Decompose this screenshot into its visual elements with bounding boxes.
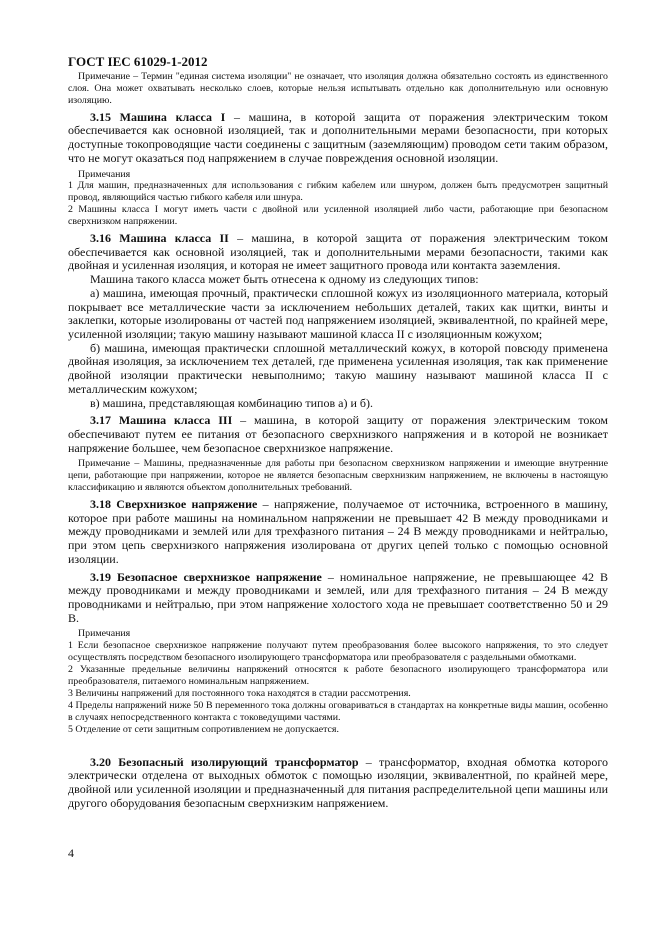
term-3-16: 3.16 Машина класса II	[90, 231, 229, 246]
definition-3-19: – номинальное напряжение, не превышающее 42 В между проводниками и между проводниками и землей, или для трехфазного питания – 24 В между проводниками и нейтралью, при этом напряжение холостого хода не превышает соответственно 50 и 29 В.	[68, 569, 609, 625]
section-3-18	[68, 498, 608, 567]
term-3-19: 3.19 Безопасное сверхнизкое напряжение	[90, 569, 322, 584]
definition-3-18: – напряжение, получаемое от источника, встроенного в машину, которое при работе машины на номинальном напряжении не превышает 42 В между проводниками и между проводниками и землей или для трехфазного питания – 24 В между проводниками и нейтралью, при этом цепь сверхнизкого напряжения изолирована от других цепей только с помощью основной изоляции.	[68, 497, 608, 566]
notes-3-15-item-1: 1 Для машин, предназначенных для использования с гибким кабелем или шнуром, должен быть предусмотрен защитный провод, являющийся частью гибкого кабеля или шнура.	[68, 180, 608, 204]
section-3-20	[68, 756, 608, 811]
notes-3-19-item-1: 1 Если безопасное сверхнизкое напряжение получают путем преобразования более высокого напряжения, то это следует осуществлять посредством безопасного изолирующего трансформатора или преобразователя с раздельными обмотками.	[68, 640, 608, 664]
term-3-15: 3.15 Машина класса I	[90, 109, 226, 124]
document-title: ГОСТ IEC 61029-1-2012	[68, 54, 208, 69]
definition-3-17: – машина, в которой защиту от поражения электрическим током обеспечивают путем ее питания от безопасного сверхнизкого напряжения и в которой не возникает напряжение большее, чем безопасное сверхнизкое напряжение.	[68, 413, 608, 455]
term-3-20: 3.20 Безопасный изолирующий трансформатор	[90, 754, 359, 769]
notes-3-15-item-2: 2 Машины класса I могут иметь части с двойной или усиленной изоляцией либо части, работающие при безопасном сверхнизком напряжении.	[68, 204, 608, 228]
section-3-16-item-b: б) машина, имеющая практически сплошной металлический кожух, в которой повсюду применена двойная изоляция, за исключением тех деталей, где применена усиленная изоляция, так как применение двойной изоляции практически невыполнимо; такую машину называют машиной класса II с металлическим кожухом;	[68, 340, 608, 396]
section-3-16-item-v: в) машина, представляющая комбинацию типов а) и б).	[90, 395, 373, 410]
notes-3-19-item-5: 5 Отделение от сети защитным сопротивлением не допускается.	[68, 723, 339, 735]
definition-3-20: – трансформатор, входная обмотка которого электрически отделена от выходных обмоток с помощью изоляции, эквивалентной, по крайней мере, двойной или усиленной изоляции и предназначенный для питания распределительной цепи машины или другого оборудования безопасным сверхнизким напряжением.	[68, 754, 608, 810]
notes-3-19-item-3: 3 Величины напряжений для постоянного тока находятся в стадии рассмотрения.	[68, 687, 411, 699]
section-3-16-item-a: а) машина, имеющая прочный, практически сплошной кожух из изоляционного материала, который покрывает все металлические части за исключением небольших деталей, таких как щитки, винты и заклепки, которые изолированы от частей под напряжением изоляцией, эквивалентной, по крайней мере, усиленной изоляции; такую машину называют машиной класса II с изоляционным кожухом;	[68, 285, 608, 341]
notes-3-17	[68, 458, 608, 494]
section-3-15	[68, 111, 608, 166]
definition-3-15: – машина, в которой защита от поражения электрическим током обеспечивается как основной изоляцией, так и дополнительными мерами безопасности, при которых доступные токопроводящие части соединены с защитным (заземляющим) проводом сети таким образом, что не могут оказаться под напряжением в случае повреждения основной изоляции.	[68, 109, 608, 165]
page-number: 4	[68, 846, 74, 860]
note-insulation-system: Примечание – Термин "единая система изоляции" не означает, что изоляция должна обязательно состоять из единственного слоя. Она может охватывать несколько слоев, которые нельзя испытывать отдельно как дополнительную или основную изоляцию.	[68, 71, 608, 106]
definition-3-16: – машина, в которой защита от поражения электрическим током обеспечивается как основной изоляцией, так и дополнительными мерами безопасности, такими как двойная и усиленная изоляция, и которая не имеет защитного провода или контакта заземления.	[68, 231, 608, 273]
section-3-17	[68, 414, 608, 455]
page-content	[68, 54, 608, 810]
section-3-16	[68, 232, 608, 273]
notes-3-19-item-4: 4 Пределы напряжений ниже 50 В переменного тока должны оговариваться в стандартах на конкретные виды машин, особенно в случаях непосредственного контакта с токоведущими частями.	[68, 699, 608, 723]
notes-3-19	[68, 628, 608, 735]
term-3-17: 3.17 Машина класса III	[90, 413, 233, 428]
notes-3-19-label: Примечания	[78, 628, 131, 640]
notes-3-15	[68, 169, 608, 229]
notes-3-19-item-2: 2 Указанные предельные величины напряжений относятся к работе безопасного изолирующего трансформатора или преобразователя, питаемого номинальным напряжением.	[68, 664, 608, 687]
section-3-19	[68, 571, 608, 626]
notes-3-15-label: Примечания	[78, 168, 131, 180]
term-3-18: 3.18 Сверхнизкое напряжение	[90, 497, 258, 512]
note-3-17: Примечание – Машины, предназначенные для работы при безопасном сверхнизком напряжении и имеющие внутренние цепи, работающие при напряжении, которое не является безопасным сверхнизким напряжением, не включены в настоящую классификацию и являются объектом дополнительных требований.	[68, 458, 608, 494]
section-3-16-intro: Машина такого класса может быть отнесена к одному из следующих типов:	[90, 272, 479, 287]
